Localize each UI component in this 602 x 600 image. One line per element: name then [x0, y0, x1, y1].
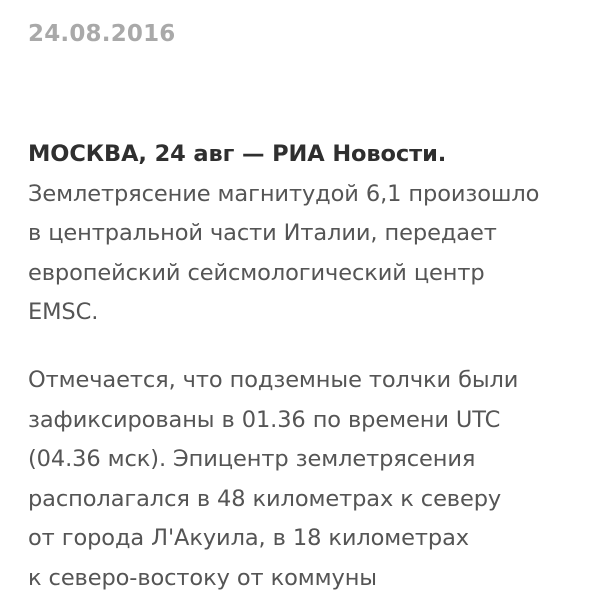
paragraph-line: зафиксированы в 01.36 по времени UTC — [28, 406, 501, 433]
paragraph-line: Отмечается, что подземные толчки были — [28, 367, 519, 393]
paragraph-line: к северо-востоку от коммуны — [28, 564, 377, 591]
paragraph-line: Землетрясение магнитудой 6,1 произошло — [28, 180, 540, 207]
paragraph-line: (04.36 мск). Эпицентр землетрясения — [28, 446, 476, 472]
paragraph-line: располагался в 48 километрах к северу — [28, 485, 502, 512]
article-paragraph-1 — [28, 135, 539, 333]
paragraph-line: от города Л'Акуила, в 18 километрах — [28, 525, 470, 551]
paragraph-line: в центральной части Италии, передает — [28, 220, 497, 246]
paragraph-line: EMSC. — [28, 299, 99, 325]
dateline: МОСКВА, 24 авг — РИА Новости. — [28, 141, 447, 167]
article-date: 24.08.2016 — [28, 21, 176, 47]
article-paragraph-2 — [28, 361, 518, 598]
paragraph-line: европейский сейсмологический центр — [28, 259, 485, 286]
